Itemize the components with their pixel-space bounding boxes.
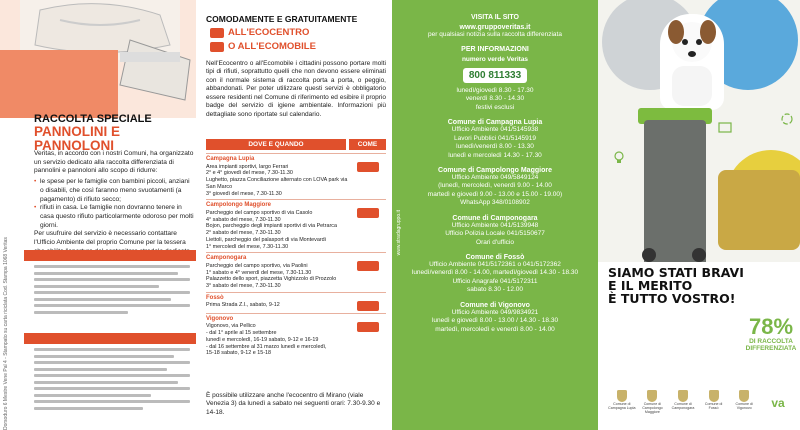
schedule-line: Area impianti sportivi, largo Ferrari [206, 163, 289, 170]
crest-shield-icon [709, 390, 719, 402]
schedule-text [206, 316, 350, 357]
schedule-line: 15-18 sabato, 9-12 e 15-18 [206, 350, 272, 357]
visit-site-block [400, 14, 590, 39]
truck-icon [357, 301, 379, 311]
panel-ecocentro [196, 0, 392, 430]
intro-paragraph: Veritas, in accordo con i nostri Comuni, ha organizzato un servizio dedicato alla raccolta differenziata di pannolini e pannoloni allo scopo di ridurre: [34, 150, 194, 175]
panel-diapers [0, 0, 196, 430]
truck-icon [357, 261, 379, 271]
crest-shield-icon [647, 390, 657, 402]
city-name: Camponogara [206, 255, 247, 262]
crest-label: Comune di Campagna Lupia [608, 402, 636, 410]
crest [700, 390, 728, 414]
info-heading: PER INFORMAZIONI [461, 46, 529, 54]
veritas-logo [762, 396, 794, 410]
service-icon-cell [350, 295, 386, 311]
schedule-line: 4° sabato del mese, 7.30-11.30 [206, 216, 281, 223]
comune-name: Comune di Campolongo Maggiore [438, 166, 552, 174]
crest-label: Comune di Fossò [704, 402, 723, 410]
comune-line: Ufficio Ambiente 041/5139948 [451, 221, 539, 229]
schedule-row [206, 153, 386, 199]
comune-contact [400, 254, 590, 295]
bullet-waste: • rifiuti in casa. Le famiglie non dovranno tenere in casa questo rifiuto particolarmente odoroso per molti giorni. [34, 204, 194, 230]
truck-icon [357, 162, 379, 172]
info-block [400, 46, 590, 112]
visit-heading: VISITA IL SITO [471, 14, 519, 21]
comune-line: Lavori Pubblici 041/5145919 [453, 134, 537, 142]
col-how: COME [349, 139, 386, 150]
city-name: Fossò [206, 294, 224, 301]
ecomobile-line [210, 41, 316, 52]
bullet-costs: • le spese per le famiglie con bambini piccoli, anziani o disabili, che così faranno meno svuotamenti (a pagamento) di rifiuto secco; [34, 178, 194, 204]
hours-line-1: lunedì/giovedì 8.30 - 17.30 [456, 86, 534, 94]
comuni-list [400, 119, 590, 334]
schedule-table [206, 153, 386, 359]
comune-line: Ufficio Anagrafe 041/5172311 [452, 277, 538, 285]
crest [730, 390, 758, 414]
panel-cover [598, 0, 800, 430]
schedule-line: Prima Strada Z.I., sabato, 9-12 [206, 302, 280, 309]
percent-value: 78% [748, 314, 794, 339]
comune-line: martedì e giovedì 9.00 - 13.00 e 15.00 - 19.00) [427, 190, 563, 198]
percent-label: DI RACCOLTA DIFFERENZIATA [745, 338, 797, 353]
mirano-note: È possibile utilizzare anche l'ecocentro di Mirano (viale Venezia 3) da lunedì a sabato nei seguenti orari: 7.30-9.30 e 14-18. [206, 392, 381, 416]
comune-name: Comune di Vigonovo [460, 301, 530, 309]
comune-line: Ufficio Polizia Locale 041/5150677 [445, 230, 545, 238]
schedule-line: 1° mercoledì del mese, 7.30-11.30 [206, 243, 289, 250]
arabic-heading-bar [24, 333, 196, 344]
comune-line: Ufficio Ambiente 049/5849124 [451, 173, 539, 181]
crest-label: Comune di Vigonovo [735, 402, 753, 410]
comune-line: WhatsApp 348/0108902 [460, 199, 530, 207]
comune-line: martedì, mercoledì e venerdì 8.00 - 14.00 [435, 325, 555, 333]
crest [639, 390, 667, 414]
side-url: www.stradagruppo.it [396, 210, 402, 256]
bin-wheel-left [642, 248, 656, 262]
schedule-row [206, 199, 386, 252]
hours-line-3: festivi esclusi [475, 103, 515, 111]
crest [608, 390, 636, 414]
crest-label: Comune di Camponogara [671, 402, 695, 410]
tv-icon [718, 120, 732, 134]
city-name: Campagna Lupia [206, 156, 255, 162]
heading-line-2: PANNOLINI E PANNOLONI [34, 124, 121, 154]
website-link[interactable]: www.gruppoveritas.it [459, 24, 531, 31]
green-number[interactable]: 800 811333 [463, 68, 527, 83]
panel-contacts [392, 0, 598, 430]
schedule-line: - dal 1° aprile al 15 settembre [206, 330, 277, 336]
comune-line: Ufficio Ambiente 049/9834921 [451, 308, 539, 316]
schedule-row [206, 252, 386, 292]
comune-name: Comune di Campagna Lupia [447, 119, 543, 127]
service-icon-cell [350, 255, 386, 290]
truck-icon [357, 208, 379, 218]
crest-shield-icon [678, 390, 688, 402]
comune-line: lunedì/venerdì 8.00 - 14.00, martedì/giovedì 14.30 - 18.30 [411, 269, 579, 277]
crest-shield-icon [739, 390, 749, 402]
schedule-line: Parcheggio del campo sportivo di via Casolo [206, 209, 313, 216]
service-icon-cell [350, 316, 386, 357]
green-bin [644, 120, 706, 262]
diaper-body-text [34, 150, 194, 258]
sofa-image [718, 170, 800, 250]
schedule-line: 2° sabato del mese, 7.30-11.30 [206, 230, 281, 236]
contacts-column [400, 14, 590, 341]
crest-shield-icon [617, 390, 627, 402]
bin-wheel-right [692, 248, 706, 262]
slogan-line-2: E IL MERITO [608, 278, 693, 294]
slogan-line-3: È TUTTO VOSTRO! [608, 291, 736, 307]
schedule-text [206, 255, 350, 290]
schedule-header [206, 139, 386, 150]
schedule-line: Liettoli, parcheggio del palasport di via Montevardi [206, 236, 326, 243]
vertical-print-info: Dorsoduro 6 Mestre Vene Pal 4 - Stampato su carta riciclata Cod. Stampa 1068 Veritas [3, 237, 9, 430]
ecocentro-line [210, 27, 309, 38]
comune-contact [400, 302, 590, 334]
chinese-heading-bar [24, 250, 196, 261]
comune-line: (lunedì, mercoledì, venerdì 9.00 - 14.00 [438, 182, 552, 190]
comune-line: lunedì/venerdì 8.00 - 13.30 [456, 143, 534, 151]
ecocentro-intro: Nell'Ecocentro o all'Ecomobile i cittadini possono portare molti tipi di rifiuti, soprattutto quelli che non devono essere eliminati con il normale sistema di raccolta porta a porta, o peggio, abbandonati. Per poter utilizzare questi servizi è obbligatorio essere residenti nel Comune di riferimento ed esibire il proprio badge del servizio di igiene ambientale. Informazioni più dettagliate sono riportate sul calendario. [206, 60, 386, 118]
percentage-badge [742, 316, 800, 352]
municipality-crests [608, 390, 758, 414]
comune-line: sabato 8.30 - 12.00 [466, 286, 523, 294]
crest [669, 390, 697, 414]
schedule-line: Vigonovo, via Pellico [206, 323, 256, 330]
truck-icon [210, 28, 224, 38]
comune-contact [400, 215, 590, 247]
col-where-when: DOVE E QUANDO [206, 139, 346, 150]
arabic-text-block [34, 348, 190, 413]
schedule-text [206, 156, 350, 197]
hours-line-2: venerdì 8.30 - 14.30 [465, 95, 525, 103]
special-collection-heading [34, 113, 194, 153]
schedule-row [206, 292, 386, 313]
heading-line-1: RACCOLTA SPECIALE [34, 113, 152, 125]
comune-name: Comune di Fossò [465, 254, 525, 261]
chinese-text-block [34, 265, 190, 317]
schedule-row [206, 313, 386, 359]
comune-name: Comune di Camponogara [452, 214, 538, 222]
schedule-line: lunedì e mercoledì, 16-19 sabato, 9-12 e 16-19 [206, 336, 319, 343]
schedule-line: Palazzetto dello sport, piazzetta Vighizzolo di Prozzolo [206, 276, 337, 283]
dog-image [660, 14, 724, 110]
green-number-label: numero verde Veritas [461, 56, 529, 64]
comune-line: lunedì e giovedì 8.00 - 13.00 / 14.30 - 18.30 [431, 317, 559, 325]
visit-sub: per qualsiasi notizia sulla raccolta differenziata [428, 31, 562, 38]
ecomobile-label: O ALL'ECOMOBILE [228, 41, 316, 52]
city-name: Vigonovo [206, 315, 234, 322]
logo-mark: va [771, 396, 785, 410]
comune-line: lunedì e mercoledì 14.30 - 17.30 [448, 151, 542, 159]
schedule-line: 2° e 4° giovedì del mese, 7.30-11.30 [206, 170, 293, 177]
slogan-line-1: SIAMO STATI BRAVI [608, 265, 744, 280]
service-icon-cell [350, 156, 386, 197]
schedule-line: Lughetto, piazza Conciliazione alternato con LOVA park via San Marco [206, 177, 348, 190]
service-icon-cell [350, 202, 386, 250]
schedule-text [206, 295, 350, 311]
schedule-line: 3° giovedì del mese, 7.30-11.30 [206, 190, 282, 197]
note-paragraph: Per usufruire del servizio è necessario contattare l'Ufficio Ambiente del proprio Comune per la tessera [34, 230, 186, 247]
schedule-line: 1° sabato e 4° venerdì del mese, 7.30-11.30 [206, 269, 312, 276]
cover-illustration [598, 0, 800, 262]
crest-label: Comune di Campolongo Maggiore [642, 402, 663, 414]
schedule-line: 3° sabato del mese, 7.30-11.30 [206, 283, 281, 289]
comune-line: Ufficio Ambiente 041/5172361 o 041/5172362 [429, 261, 561, 268]
truck-icon [357, 322, 379, 332]
comune-contact [400, 119, 590, 160]
comune-contact [400, 167, 590, 208]
schedule-line: - dal 16 settembre al 31 marzo lunedì e mercoledì, [206, 343, 327, 350]
truck-icon [210, 42, 224, 52]
city-name: Campolongo Maggiore [206, 202, 271, 209]
slogan [608, 266, 758, 305]
ecocentro-label: ALL'ECOCENTRO [228, 27, 310, 38]
schedule-line: Bojon, parcheggio degli impianti sportivi di via Petrarca [206, 223, 337, 230]
schedule-line: Parcheggio del campo sportivo, via Paolini [206, 262, 308, 269]
comune-line: Orari d'ufficio [476, 238, 514, 246]
recycle-icon [780, 112, 794, 126]
schedule-text [206, 202, 350, 250]
bulb-icon [612, 150, 626, 164]
diaper-illustration [0, 0, 196, 118]
ecocentro-title: COMODAMENTE E GRATUITAMENTE [206, 14, 358, 24]
comune-line: Ufficio Ambiente 041/5145938 [451, 126, 539, 134]
